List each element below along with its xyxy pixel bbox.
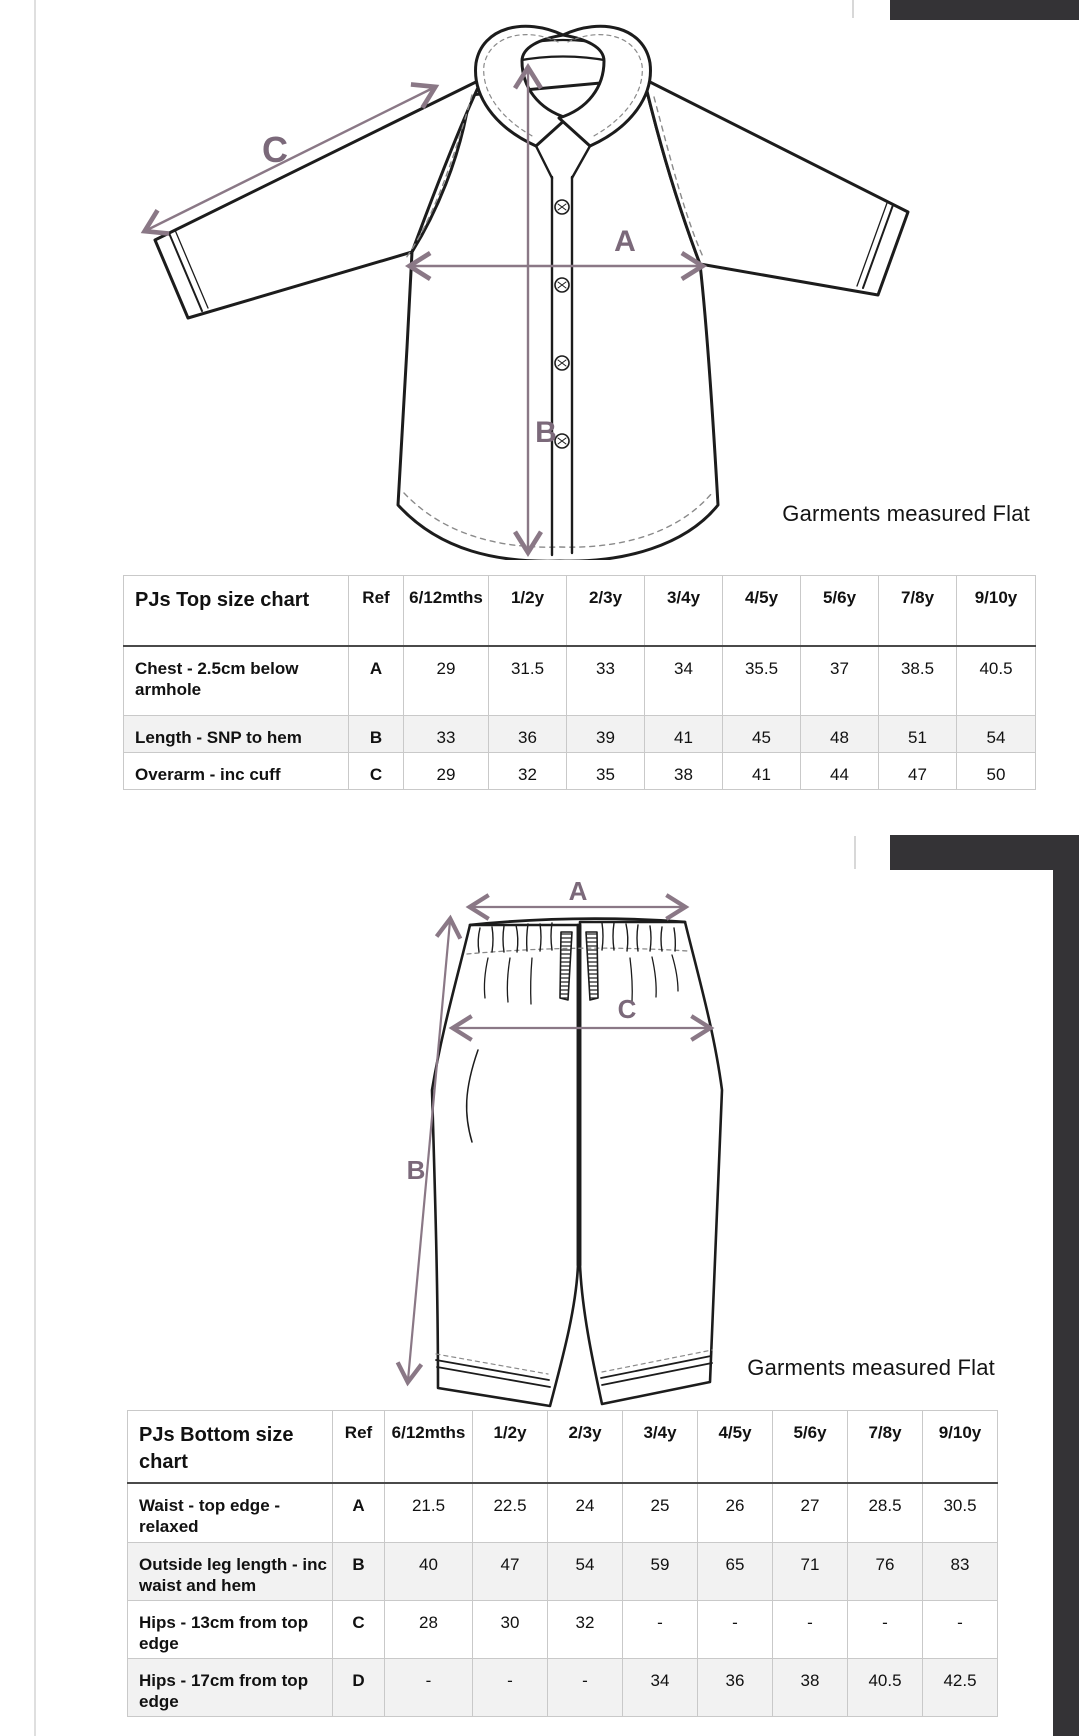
dark-background-right-strip [1053, 868, 1079, 1736]
table-header-row [128, 1411, 998, 1483]
value-cell: 45 [723, 716, 801, 753]
value-cell: 37 [801, 646, 879, 716]
value-cell: - [923, 1601, 998, 1659]
header-cell: 5/6y [773, 1411, 848, 1483]
pjs-top-size-table [123, 575, 1036, 790]
header-cell: 7/8y [879, 576, 957, 646]
value-cell: 24 [548, 1483, 623, 1543]
ref-cell: C [349, 753, 404, 790]
value-cell: 38 [645, 753, 723, 790]
header-cell: 7/8y [848, 1411, 923, 1483]
header-cell: 3/4y [645, 576, 723, 646]
pants-label-c: C [617, 994, 637, 1024]
pants-legs [432, 922, 722, 1406]
header-cell: 1/2y [473, 1411, 548, 1483]
row-label: Chest - 2.5cm below armhole [124, 646, 349, 716]
value-cell: 34 [645, 646, 723, 716]
value-cell: - [473, 1659, 548, 1717]
value-cell: 83 [923, 1543, 998, 1601]
ref-cell: D [333, 1659, 385, 1717]
value-cell: 40 [385, 1543, 473, 1601]
value-cell: 33 [404, 716, 489, 753]
value-cell: 28.5 [848, 1483, 923, 1543]
table-title: PJs Top size chart [124, 576, 349, 646]
row-label: Overarm - inc cuff [124, 753, 349, 790]
value-cell: 39 [567, 716, 645, 753]
pants-label-b: B [406, 1155, 426, 1185]
ref-cell: B [349, 716, 404, 753]
row-label: Hips - 13cm from top edge [128, 1601, 333, 1659]
value-cell: 48 [801, 716, 879, 753]
value-cell: 32 [489, 753, 567, 790]
value-cell: 38 [773, 1659, 848, 1717]
value-cell: 29 [404, 646, 489, 716]
header-cell: 1/2y [489, 576, 567, 646]
ref-cell: A [333, 1483, 385, 1543]
header-cell: 2/3y [567, 576, 645, 646]
value-cell: - [848, 1601, 923, 1659]
shirt-label-b: B [535, 416, 557, 449]
value-cell: 51 [879, 716, 957, 753]
value-cell: 26 [698, 1483, 773, 1543]
header-cell: Ref [349, 576, 404, 646]
value-cell: 54 [957, 716, 1036, 753]
pj-top-diagram [120, 15, 940, 560]
value-cell: 22.5 [473, 1483, 548, 1543]
ref-cell: A [349, 646, 404, 716]
header-cell: 6/12mths [385, 1411, 473, 1483]
value-cell: - [623, 1601, 698, 1659]
header-cell: 2/3y [548, 1411, 623, 1483]
value-cell: 71 [773, 1543, 848, 1601]
value-cell: 40.5 [848, 1659, 923, 1717]
value-cell: 76 [848, 1543, 923, 1601]
value-cell: 41 [723, 753, 801, 790]
value-cell: - [548, 1659, 623, 1717]
value-cell: 47 [473, 1543, 548, 1601]
table-title: PJs Bottom size chart [128, 1411, 333, 1483]
value-cell: 30 [473, 1601, 548, 1659]
value-cell: 25 [623, 1483, 698, 1543]
table-row [124, 716, 1036, 753]
value-cell: 50 [957, 753, 1036, 790]
header-cell: 4/5y [698, 1411, 773, 1483]
row-label: Hips - 17cm from top edge [128, 1659, 333, 1717]
value-cell: 42.5 [923, 1659, 998, 1717]
value-cell: 44 [801, 753, 879, 790]
value-cell: - [385, 1659, 473, 1717]
header-cell: 9/10y [957, 576, 1036, 646]
value-cell: 35 [567, 753, 645, 790]
table-row [124, 753, 1036, 790]
value-cell: 33 [567, 646, 645, 716]
page-left-divider [34, 0, 36, 1736]
measured-flat-note-top: Garments measured Flat [782, 501, 1030, 526]
header-cell: 9/10y [923, 1411, 998, 1483]
table-row [128, 1543, 998, 1601]
value-cell: 31.5 [489, 646, 567, 716]
pants-label-a: A [568, 880, 588, 906]
row-label: Length - SNP to hem [124, 716, 349, 753]
value-cell: 54 [548, 1543, 623, 1601]
ref-cell: B [333, 1543, 385, 1601]
pjs-bottom-size-table [127, 1410, 998, 1717]
row-label: Outside leg length - inc waist and hem [128, 1543, 333, 1601]
value-cell: 36 [698, 1659, 773, 1717]
value-cell: 36 [489, 716, 567, 753]
table-header-row [124, 576, 1036, 646]
table-row [128, 1601, 998, 1659]
divider-tick-middle [854, 836, 856, 869]
dark-background-middle [890, 835, 1079, 870]
shirt-label-a: A [614, 225, 636, 258]
value-cell: 21.5 [385, 1483, 473, 1543]
value-cell: 40.5 [957, 646, 1036, 716]
shirt-label-c: C [262, 129, 288, 170]
header-cell: 6/12mths [404, 576, 489, 646]
ref-cell: C [333, 1601, 385, 1659]
value-cell: 32 [548, 1601, 623, 1659]
value-cell: 30.5 [923, 1483, 998, 1543]
value-cell: 47 [879, 753, 957, 790]
value-cell: - [698, 1601, 773, 1659]
header-cell: Ref [333, 1411, 385, 1483]
value-cell: 35.5 [723, 646, 801, 716]
value-cell: 28 [385, 1601, 473, 1659]
table-row [128, 1483, 998, 1543]
value-cell: 41 [645, 716, 723, 753]
table-row [124, 646, 1036, 716]
value-cell: 65 [698, 1543, 773, 1601]
header-cell: 4/5y [723, 576, 801, 646]
value-cell: 38.5 [879, 646, 957, 716]
value-cell: 29 [404, 753, 489, 790]
header-cell: 5/6y [801, 576, 879, 646]
value-cell: - [773, 1601, 848, 1659]
table-row [128, 1659, 998, 1717]
value-cell: 27 [773, 1483, 848, 1543]
row-label: Waist - top edge - relaxed [128, 1483, 333, 1543]
value-cell: 59 [623, 1543, 698, 1601]
measured-flat-note-bottom: Garments measured Flat [747, 1355, 995, 1380]
header-cell: 3/4y [623, 1411, 698, 1483]
value-cell: 34 [623, 1659, 698, 1717]
pj-bottom-diagram [380, 880, 740, 1410]
